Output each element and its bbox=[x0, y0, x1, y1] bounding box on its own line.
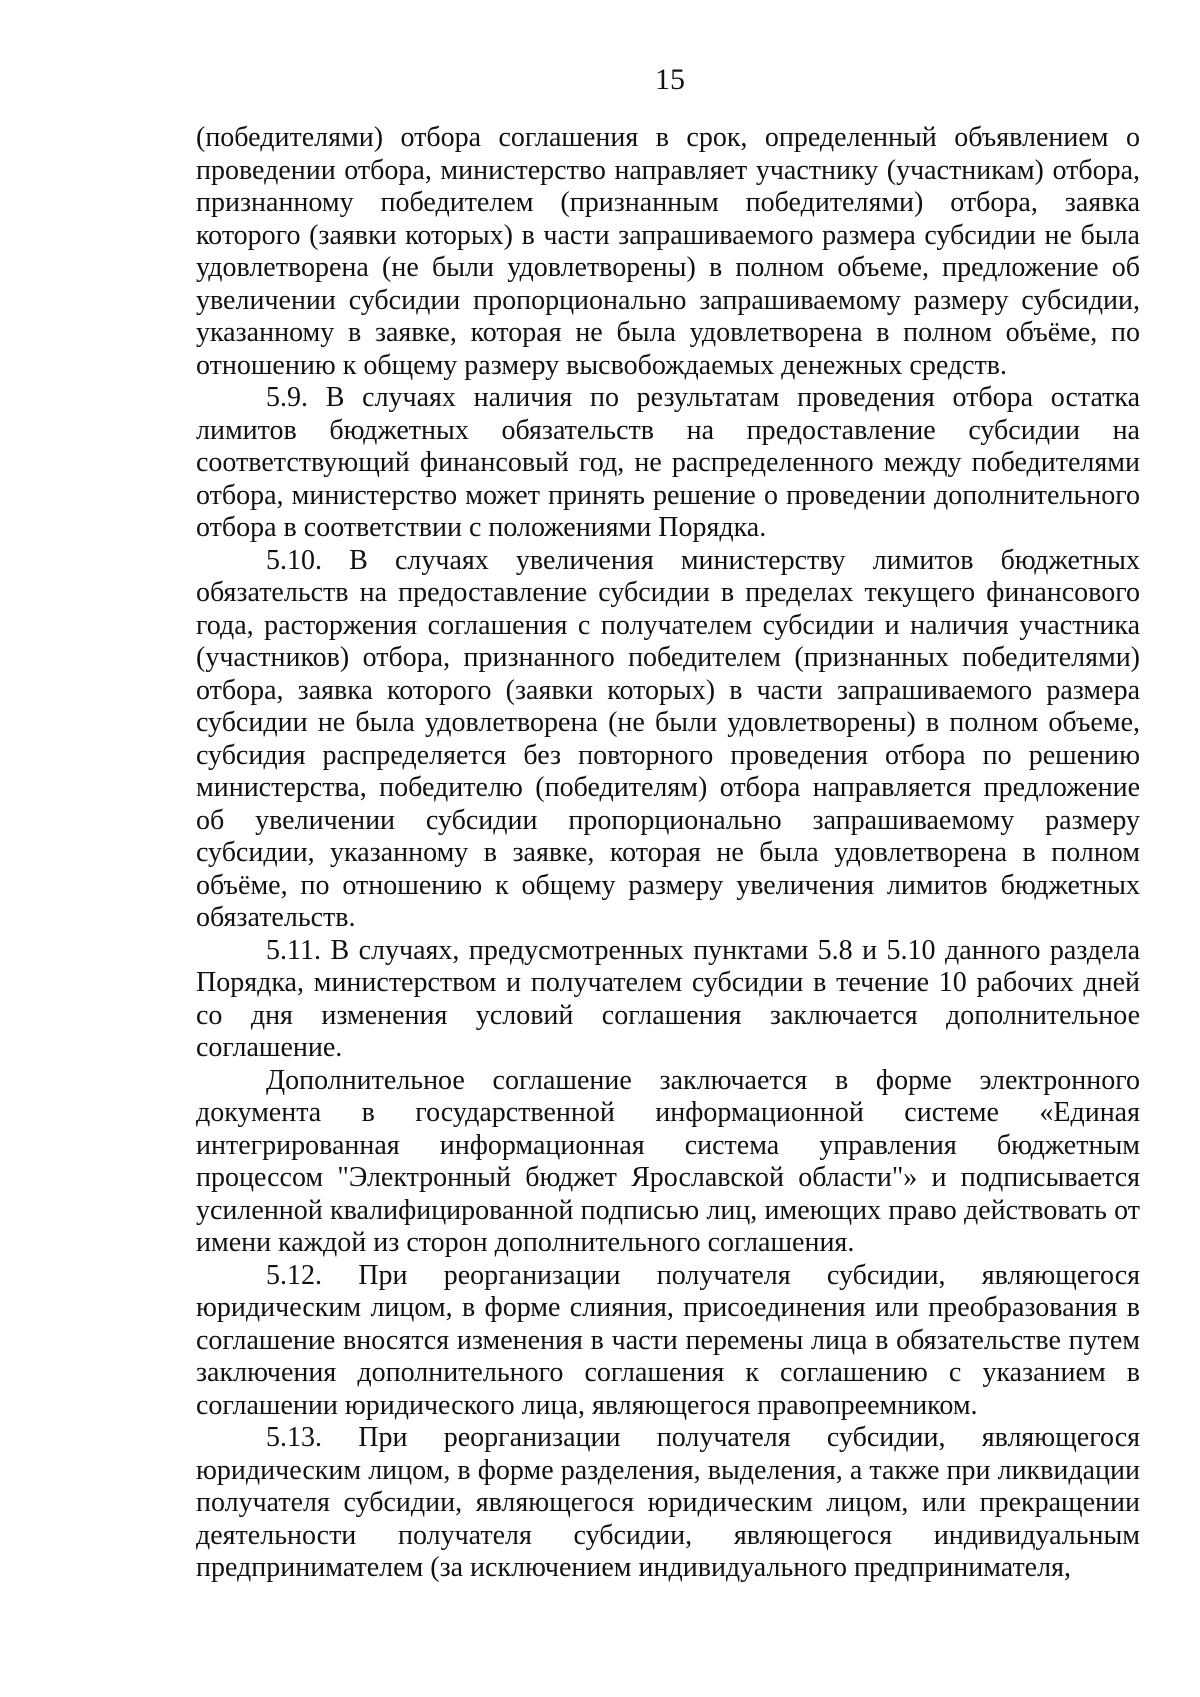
paragraph-5-10: 5.10. В случаях увеличения министерству лимитов бюджетных обязательств на предоставление субсидии в пределах текущего финансового года, расторжения соглашения с получателем субсидии и наличия участника (участников) отбора, признанного победителем (признанных победителями) отбора, заявка которого (заявки которых) в части запрашиваемого размера субсидии не была удовлетворена (не были удовлетворены) в полном объеме, субсидия распределяется без повторного проведения отбора по решению министерства, победителю (победителям) отбора направляется предложение об увеличении субсидии пропорционально запрашиваемому размеру субсидии, указанному в заявке, которая не была удовлетворена в полном объёме, по отношению к общему размеру увеличения лимитов бюджетных обязательств. bbox=[196, 544, 1140, 933]
page-number: 15 bbox=[655, 63, 685, 96]
paragraph-5-11: 5.11. В случаях, предусмотренных пунктами 5.8 и 5.10 данного раздела Порядка, министерством и получателем субсидии в течение 10 рабочих дней со дня изменения условий соглашения заключается дополнительное соглашение. bbox=[196, 934, 1140, 1063]
document-body bbox=[196, 122, 1140, 1585]
paragraph-5-12: 5.12. При реорганизации получателя субсидии, являющегося юридическим лицом, в форме слияния, присоединения или преобразования в соглашение вносятся изменения в части перемены лица в обязательстве путем заключения дополнительного соглашения к соглашению с указанием в соглашении юридического лица, являющегося правопреемником. bbox=[196, 1259, 1140, 1421]
paragraph-5-9: 5.9. В случаях наличия по результатам проведения отбора остатка лимитов бюджетных обязательств на предоставление субсидии на соответствующий финансовый год, не распределенного между победителями отбора, министерство может принять решение о проведении дополнительного отбора в соответствии с положениями Порядка. bbox=[196, 382, 1140, 543]
paragraph-additional-agreement: Дополнительное соглашение заключается в форме электронного документа в государственной информационной системе «Единая интегрированная информационная система управления бюджетным процессом "Электронный бюджет Ярославской области"» и подписывается усиленной квалифицированной подписью лиц, имеющих право действовать от имени каждой из сторон дополнительного соглашения. bbox=[196, 1064, 1140, 1258]
paragraph-continuation: (победителями) отбора соглашения в срок, определенный объявлением о проведении отбора, министерство направляет участнику (участникам) отбора, признанному победителем (признанным победителями) отбора, заявка которого (заявки которых) в части запрашиваемого размера субсидии не была удовлетворена (не были удовлетворены) в полном объеме, предложение об увеличении субсидии пропорционально запрашиваемому размеру субсидии, указанному в заявке, которая не была удовлетворена в полном объёме, по отношению к общему размеру высвобождаемых денежных средств. bbox=[196, 122, 1140, 381]
paragraph-5-13: 5.13. При реорганизации получателя субсидии, являющегося юридическим лицом, в форме разделения, выделения, а также при ликвидации получателя субсидии, являющегося юридическим лицом, или прекращении деятельности получателя субсидии, являющегося индивидуальным предпринимателем (за исключением индивидуального предпринимателя, bbox=[196, 1422, 1140, 1583]
